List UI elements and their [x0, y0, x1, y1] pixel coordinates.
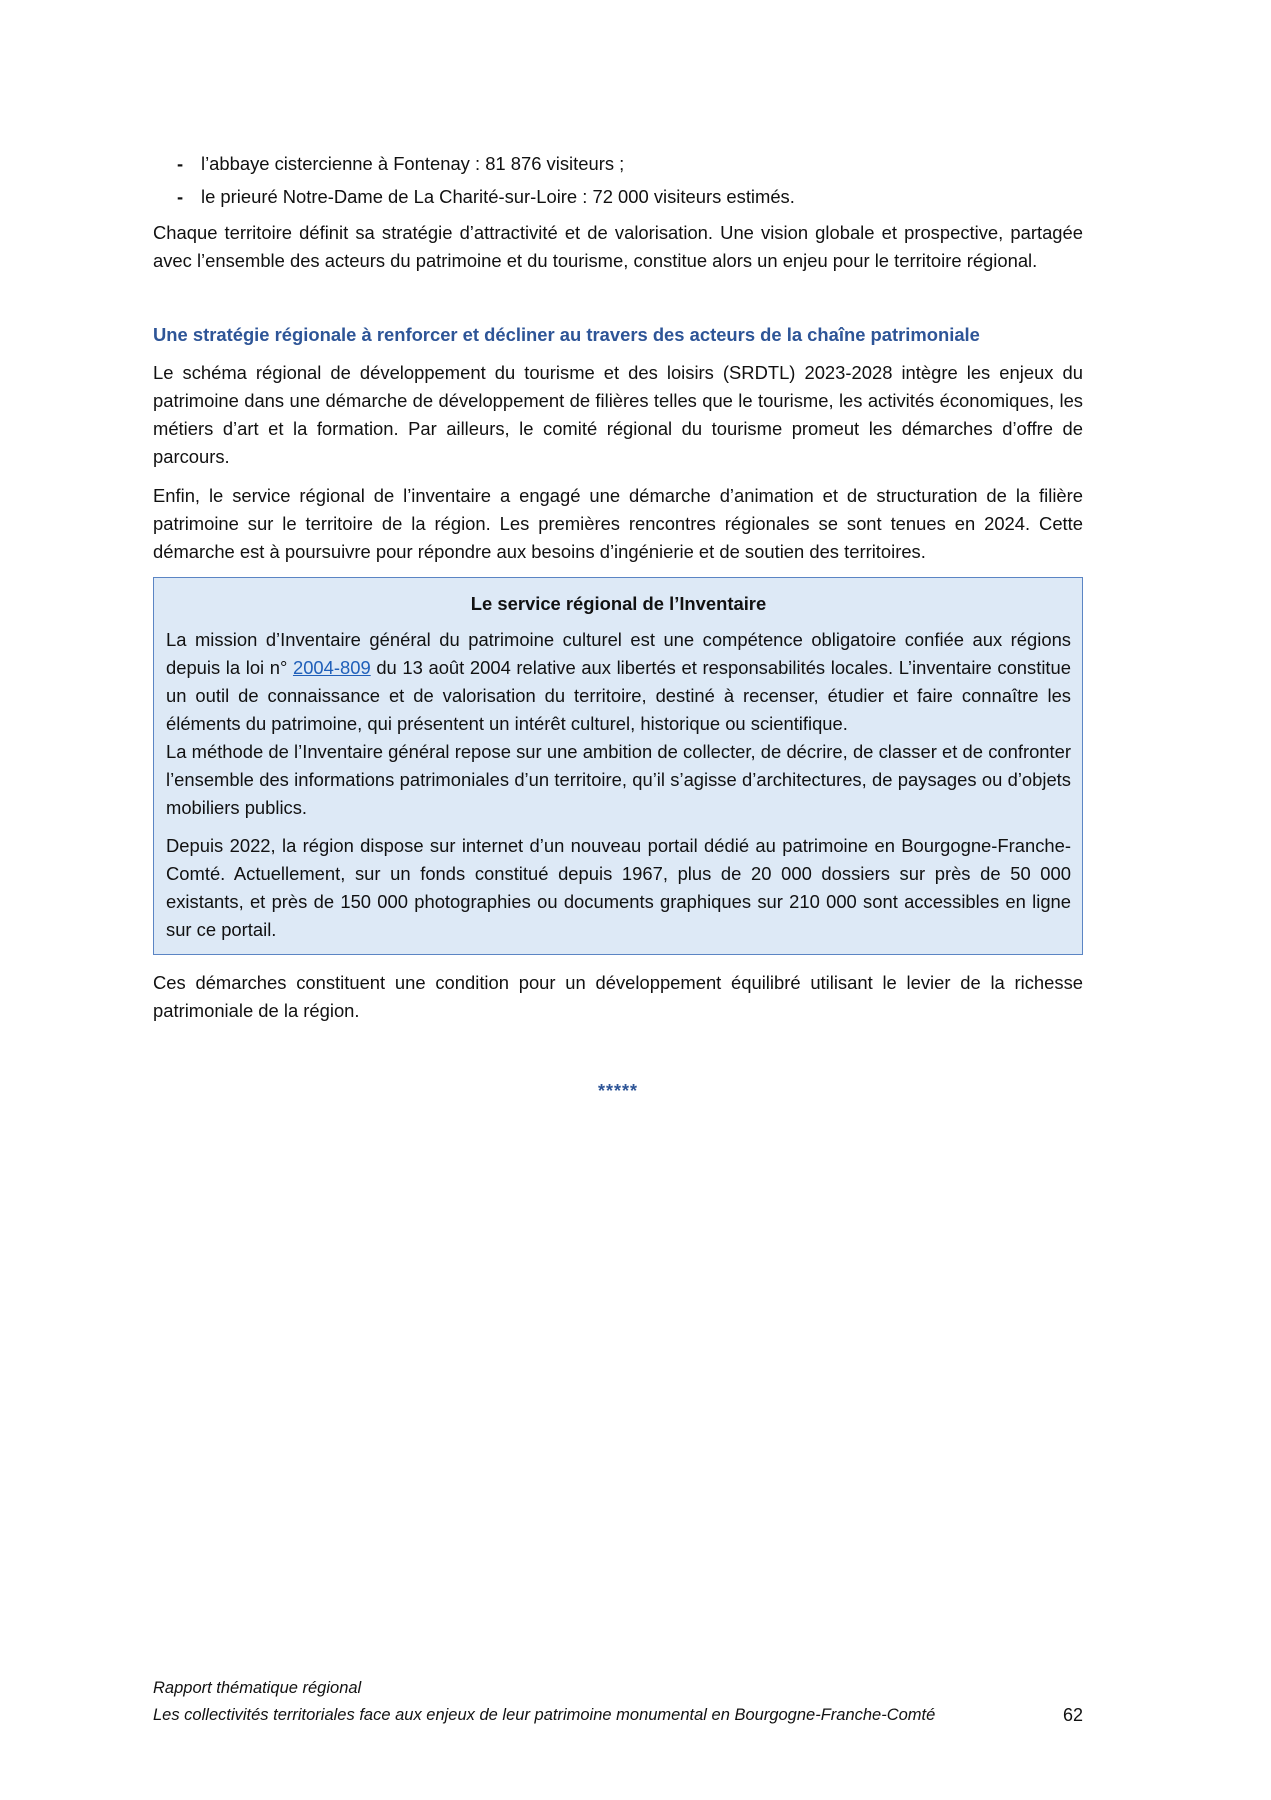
callout-paragraph-portal: Depuis 2022, la région dispose sur internet d’un nouveau portail dédié au patrimoine en Bourgogne-Franche-Comté. Actuellement, sur un fonds constitué depuis 1967, plus de 20 000 dossiers sur près de 50 000 existants, et près de 150 000 photographies ou documents graphiques sur 210 000 sont accessibles en ligne sur ce portail. [166, 835, 1071, 940]
callout-text: du 13 août 2004 relative aux libertés et responsabilités locales. L’inventaire constitue un outil de connaissance et de valorisation du territoire, destiné à recenser, étudier et faire connaître les éléments du patrimoine, qui présentent un intérêt culturel, historique ou scientifique. [166, 657, 1071, 734]
footer-report-title: Rapport thématique régional [153, 1679, 362, 1697]
list-item [153, 183, 1083, 211]
section-heading: Une stratégie régionale à renforcer et décliner au travers des acteurs de la chaîne patrimoniale [153, 324, 980, 345]
paragraph-inventory-service: Enfin, le service régional de l’inventaire a engagé une démarche d’animation et de structuration de la filière patrimoine sur le territoire de la région. Les premières rencontres régionales se sont tenues en 2024. Cette démarche est à poursuivre pour répondre aux besoins d’ingénierie et de soutien des territoires. [153, 485, 1083, 562]
law-reference-link[interactable]: 2004-809 [292, 657, 371, 678]
callout-paragraph-mission [166, 626, 1071, 738]
section-separator: ***** [597, 1081, 639, 1101]
callout-title: Le service régional de l’Inventaire [470, 593, 767, 614]
paragraph-conclusion: Ces démarches constituent une condition pour un développement équilibré utilisant le levier de la richesse patrimoniale de la région. [153, 972, 1083, 1021]
footer-report-subtitle: Les collectivités territoriales face aux enjeux de leur patrimoine monumental en Bourgogne-Franche-Comté [153, 1706, 936, 1724]
list-item-text: le prieuré Notre-Dame de La Charité-sur-Loire : 72 000 visiteurs estimés. [201, 186, 795, 207]
page-number: 62 [1062, 1705, 1083, 1725]
inventory-callout-box [153, 577, 1083, 955]
paragraph-attractivity: Chaque territoire définit sa stratégie d’attractivité et de valorisation. Une vision globale et prospective, partagée avec l’ensemble des acteurs du patrimoine et du tourisme, constitue alors un enjeu pour le territoire régional. [153, 222, 1083, 271]
callout-paragraph-method: La méthode de l’Inventaire général repose sur une ambition de collecter, de décrire, de classer et de confronter l’ensemble des informations patrimoniales d’un territoire, qu’il s’agisse d’architectures, de paysages ou d’objets mobiliers publics. [166, 741, 1071, 818]
list-item-text: l’abbaye cistercienne à Fontenay : 81 876 visiteurs ; [201, 153, 625, 174]
page-footer [153, 1675, 1083, 1729]
list-item [153, 150, 1083, 178]
visitor-list [153, 150, 1083, 211]
paragraph-srdtl: Le schéma régional de développement du tourisme et des loisirs (SRDTL) 2023-2028 intègre les enjeux du patrimoine dans une démarche de développement de filières telles que le tourisme, les activités économiques, les métiers d’art et la formation. Par ailleurs, le comité régional du tourisme promeut les démarches d’offre de parcours. [153, 362, 1083, 467]
callout-text: La mission d’Inventaire général du patrimoine culturel est une compétence obligatoire confiée aux régions depuis la loi n° [166, 629, 1071, 678]
page-content [153, 150, 1083, 1105]
bullet-marker: - [177, 153, 184, 174]
bullet-marker: - [177, 186, 184, 207]
